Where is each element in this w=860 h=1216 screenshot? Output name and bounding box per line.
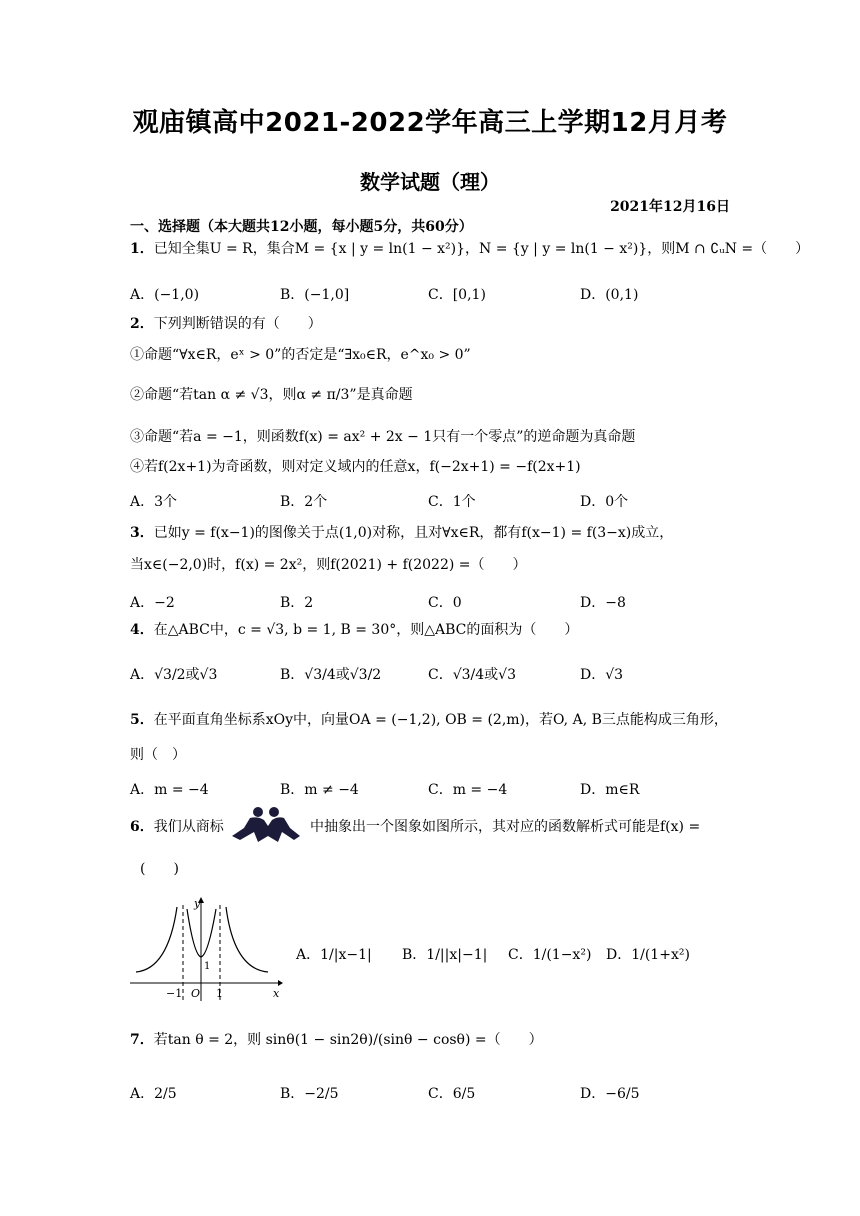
q6-option-d: D．1/(1+x²) [606,947,690,963]
q2-option-b: B．2个 [280,494,328,510]
question-number: 3． [130,525,154,541]
section-heading: 一、选择题（本大题共12小题，每小题5分，共60分） [130,219,473,235]
q5-option-d: D．m∈R [580,782,640,798]
q4-option-b: B．√3/4或√3/2 [280,667,382,683]
page-title: 观庙镇高中2021-2022学年高三上学期12月月考 [132,108,728,138]
graph-label-origin: O [191,987,201,1000]
q6-option-b: B．1/||x|−1| [402,947,488,963]
question-stem: 我们从商标 [153,819,224,835]
q7-option-d: D．−6/5 [580,1086,640,1102]
question-number: 4． [130,622,154,638]
curve-right-branch [226,907,268,972]
graph-label-y: y [194,897,201,910]
q4-option-c: C．√3/4或√3 [428,667,516,683]
graph-label-one-y: 1 [204,961,211,972]
graph-label-x: x [273,987,280,1000]
q2-item-3: ③命题“若a = −1，则函数f(x) = ax² + 2x − 1只有一个零点”的逆命题为真命题 [130,429,636,445]
q4-option-a: A．√3/2或√3 [130,667,218,683]
q3-option-d: D．−8 [580,595,626,611]
question-stem: 下列判断错误的有（ ） [153,316,322,332]
q3-option-b: B．2 [280,595,314,611]
exam-date: 2021年12月16日 [610,199,730,215]
question-3 [130,526,673,540]
q2-item-1: ①命题“∀x∈R，eˣ > 0”的否定是“∃x₀∈R，e^x₀ > 0” [130,347,471,363]
question-2 [130,317,322,331]
question-6-line-2: ( ) [140,861,179,877]
brand-logo-image [228,806,304,846]
question-stem: 若tan θ = 2，则 sinθ(1 − sin2θ)/(sinθ − cosθ) =（ ） [153,1032,543,1048]
q2-option-d: D．0个 [580,494,629,510]
curve-left-branch [136,907,177,972]
q5-option-a: A．m = −4 [130,782,209,798]
q5-option-c: C．m = −4 [428,782,508,798]
graph-label-neg-one: −1 [166,987,183,1000]
question-6-stem-b: 中抽象出一个图象如图所示，其对应的函数解析式可能是f(x) = [310,819,701,835]
question-stem: 已如y = f(x−1)的图像关于点(1,0)对称，且对∀x∈R，都有f(x−1) = f(3−x)成立， [153,525,674,541]
question-stem: 在△ABC中，c = √3, b = 1, B = 30°，则△ABC的面积为（ ） [153,622,579,638]
question-number: 7． [130,1032,154,1048]
q1-option-a: A．(−1,0) [130,287,200,303]
question-1 [130,242,809,256]
page-subtitle: 数学试题（理） [360,170,500,194]
q3-option-a: A．−2 [130,595,175,611]
question-number: 2． [130,316,154,332]
question-6 [130,820,224,834]
q2-option-c: C．1个 [428,494,476,510]
q1-option-c: C．[0,1) [428,287,486,303]
function-graph [128,895,283,1005]
q3-option-c: C．0 [428,595,462,611]
q6-option-a: A．1/|x−1| [296,947,372,963]
question-stem: 已知全集U = R，集合M = {x | y = ln(1 − x²)}，N = {y | y = ln(1 − x²)}，则M ∩ ∁ᵤN =（ ） [153,241,810,257]
graph-label-one-x: 1 [216,987,223,1000]
q7-option-c: C．6/5 [428,1086,476,1102]
question-7 [130,1033,543,1047]
question-number: 5． [130,712,154,728]
q1-option-d: D．(0,1) [580,287,639,303]
q4-option-d: D．√3 [580,667,624,683]
x-axis-arrow-icon [278,980,283,986]
question-4 [130,623,578,637]
q2-item-2: ②命题“若tan α ≠ √3，则α ≠ π/3”是真命题 [130,387,413,403]
question-number: 1． [130,241,154,257]
q2-item-4: ④若f(2x+1)为奇函数，则对定义域内的任意x，f(−2x+1) = −f(2x+1) [130,459,581,475]
question-number: 6． [130,819,154,835]
q1-option-b: B．(−1,0] [280,287,350,303]
q2-option-a: A．3个 [130,494,178,510]
q6-option-c: C．1/(1−x²) [508,947,592,963]
question-stem: 在平面直角坐标系xOy中，向量OA = (−1,2), OB = (2,m)，若O, A, B三点能构成三角形， [153,712,728,728]
q5-option-b: B．m ≠ −4 [280,782,359,798]
q7-option-b: B．−2/5 [280,1086,339,1102]
q7-option-a: A．2/5 [130,1086,177,1102]
question-5-line-2: 则（ ） [130,747,186,763]
question-3-line-2: 当x∈(−2,0)时，f(x) = 2x²，则f(2021) + f(2022) =（ ） [130,557,527,573]
question-5 [130,713,728,727]
